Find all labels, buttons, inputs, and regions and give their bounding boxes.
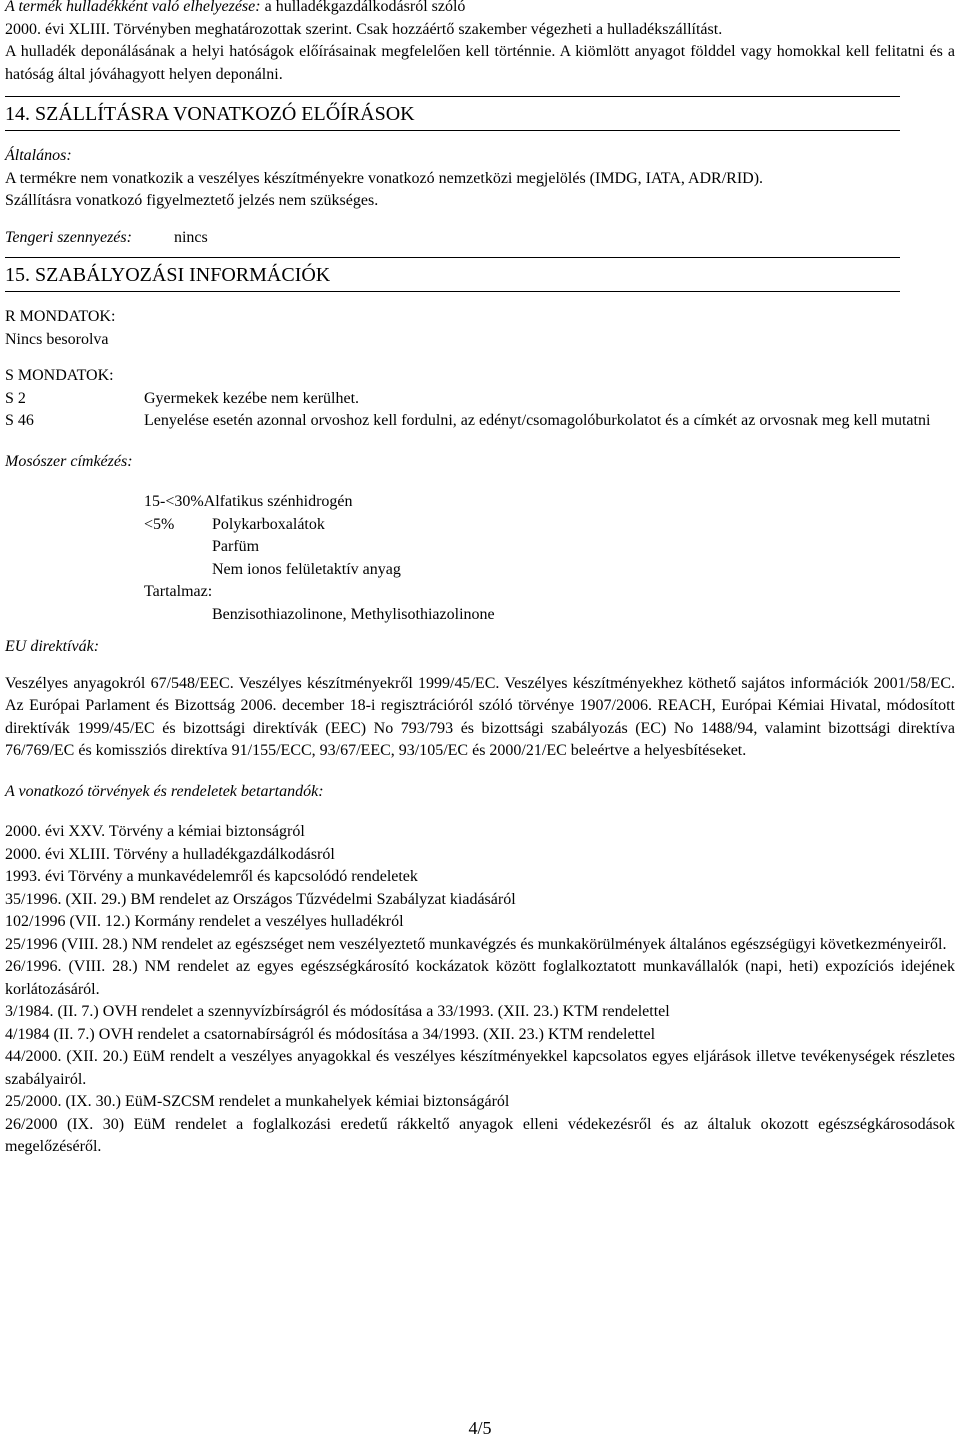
- s-phrase-text: Gyermekek kezébe nem kerülhet.: [144, 389, 360, 407]
- detergent-percent: <5%: [144, 515, 175, 533]
- section-divider: [5, 96, 900, 97]
- detergent-ingredient: Polykarboxalátok: [212, 515, 325, 533]
- contains-value: Benzisothiazolinone, Methylisothiazolinone: [212, 605, 495, 623]
- law-item: 102/1996 (VII. 12.) Kormány rendelet a veszélyes hulladékról: [5, 913, 404, 930]
- detergent-ingredient: Parfüm: [212, 538, 260, 555]
- s-phrase-code: S 46: [5, 412, 34, 429]
- disposal-line: [5, 0, 955, 19]
- r-phrases-value: Nincs besorolva: [5, 330, 109, 348]
- detergent-line: 15-<30%Alfatikus szénhidrogén: [144, 493, 353, 510]
- laws-heading: A vonatkozó törvények és rendeletek betartandók:: [5, 782, 324, 800]
- law-item: 44/2000. (XII. 20.) EüM rendelt a veszélyes anyagokkal és veszélyes készítményekkel kapcsolatos egyes eljárások illetve tevékenységek részletes szabályairól.: [5, 1048, 955, 1088]
- disposal-label: A termék hulladékként való elhelyezése:: [5, 0, 261, 15]
- eu-directives-label: EU direktívák:: [5, 638, 100, 655]
- contains-label: Tartalmaz:: [144, 583, 213, 600]
- transport-warning-text: Szállításra vonatkozó figyelmeztető jelzés nem szükséges.: [5, 192, 379, 209]
- law-item: 26/1996. (VIII. 28.) NM rendelet az egyes egészségkárosító kockázatok között foglalkoztatott munkavállalók (napi, heti) expozíciós idejének korlátozásáról.: [5, 958, 955, 998]
- law-item: 35/1996. (XII. 29.) BM rendelet az Országos Tűzvédelmi Szabályzat kiadásáról: [5, 890, 516, 908]
- law-item: 2000. évi XXV. Törvény a kémiai biztonságról: [5, 823, 305, 840]
- law-item: 25/1996 (VIII. 28.) NM rendelet az egészséget nem veszélyeztető munkavégzés és munkakörülmények általános egészségügyi következményeiről.: [5, 935, 947, 953]
- detergent-labelling-label: Mosószer címkézés:: [5, 452, 133, 470]
- laws-list: [5, 821, 955, 1159]
- page-number: 4/5: [468, 1418, 492, 1438]
- s-phrases-heading: S MONDATOK:: [5, 367, 114, 384]
- law-item: 1993. évi Törvény a munkavédelemről és kapcsolódó rendeletek: [5, 868, 418, 885]
- marine-pollution-row: [5, 227, 955, 250]
- s-phrase-row: [5, 388, 955, 411]
- s-phrase-code: S 2: [5, 389, 26, 407]
- law-item: 26/2000 (IX. 30) EüM rendelet a foglalkozási eredetű rákkeltő anyagok elleni védekezésről és az általuk okozott egészségkárosodások megelőzéséről.: [5, 1115, 955, 1155]
- law-item: 25/2000. (IX. 30.) EüM-SZCSM rendelet a munkahelyek kémiai biztonságáról: [5, 1093, 510, 1110]
- detergent-line: [5, 514, 955, 537]
- disposal-instructions: A hulladék deponálásának a helyi hatóságok előírásainak megfelelően kell történnie. A kiömlött anyagot földdel vagy homokkal kell felitatni és a hatóság által jóváhagyott helyen deponálni.: [5, 43, 955, 83]
- law-item: 4/1984 (II. 7.) OVH rendelet a csatornabírságról és módosítása a 34/1993. (XII. 23.) KTM rendelettel: [5, 1025, 656, 1043]
- law-item: 2000. évi XLIII. Törvény a hulladékgazdálkodásról: [5, 845, 335, 863]
- s-phrase-row: [5, 410, 955, 433]
- section15-title: 15. SZABÁLYOZÁSI INFORMÁCIÓK: [5, 264, 331, 286]
- marine-pollution-value: nincs: [173, 228, 208, 246]
- general-text: A termékre nem vonatkozik a veszélyes készítményekre vonatkozó nemzetközi megjelölés (IMDG, IATA, ADR/RID).: [5, 169, 764, 187]
- disposal-text: a hulladékgazdálkodásról szóló: [260, 0, 466, 15]
- document-page: [5, 0, 955, 1159]
- section-divider: [5, 257, 900, 258]
- section14-title: 14. SZÁLLÍTÁSRA VONATKOZÓ ELŐÍRÁSOK: [5, 103, 415, 125]
- r-phrases-heading: R MONDATOK:: [5, 308, 116, 325]
- s-phrase-text: Lenyelése esetén azonnal orvoshoz kell fordulni, az edényt/csomagolóburkolatot és a címkét az orvosnak meg kell mutatni: [144, 412, 931, 429]
- eu-directives-text: Veszélyes anyagokról 67/548/EEC. Veszélyes készítményekről 1999/45/EC. Veszélyes készítményekhez köthető sajátos információk 2001/58/EC. Az Európai Parlament és Bizottság 2006. december 18-i regisztrációról szóló törvénye 1907/2006. REACH, Európai Kémiai Hivatal, módosított direktívák 1999/45/EC és bizottsági direktívák (EEC) No 793/793 és bizottsági szabályozás (EC) No 1488/94, valamint bizottsági direktíva 76/769/EC és komissziós direktíva 91/155/ECC, 93/67/EEC, 93/105/EC és 2000/21/EC beleértve a helyesbítéseket.: [5, 674, 955, 759]
- disposal-law-line: 2000. évi XLIII. Törvényben meghatározottak szerint. Csak hozzáértő szakember végezheti a hulladékszállítást.: [5, 20, 723, 38]
- detergent-ingredient: Nem ionos felületaktív anyag: [212, 560, 401, 578]
- law-item: 3/1984. (II. 7.) OVH rendelet a szennyvízbírságról és módosítása a 33/1993. (XII. 23.) KTM rendelettel: [5, 1003, 670, 1020]
- marine-pollution-label: Tengeri szennyezés:: [5, 228, 132, 246]
- general-label: Általános:: [5, 147, 72, 164]
